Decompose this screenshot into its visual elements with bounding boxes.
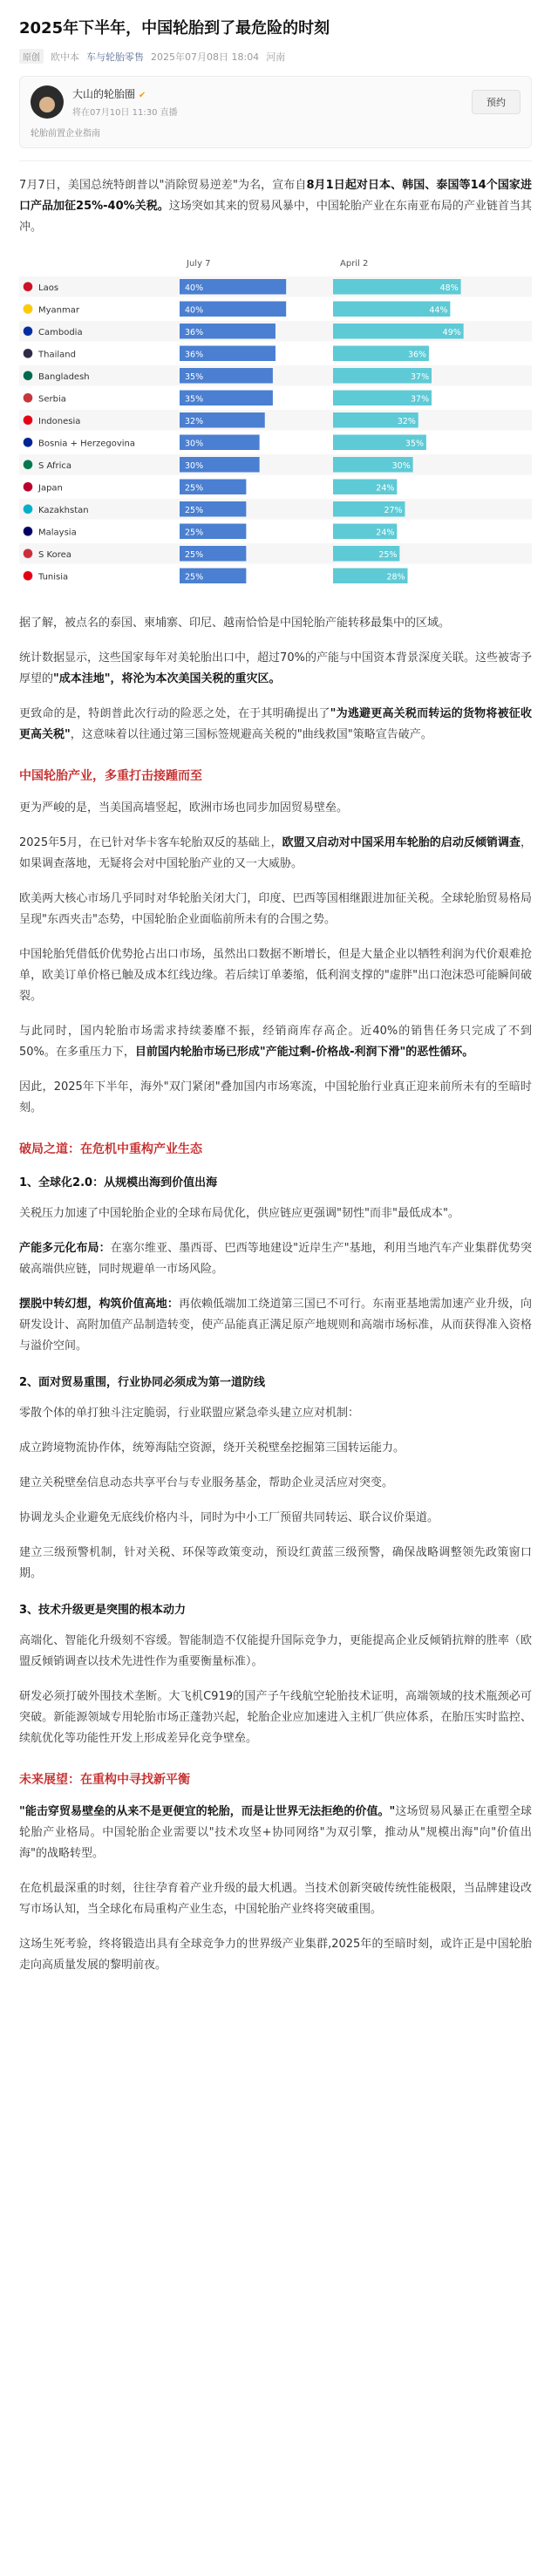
- bar-value-label: 36%: [185, 327, 204, 337]
- bar-value-label: 30%: [185, 460, 204, 471]
- chart-row-bg: [19, 477, 532, 498]
- country-label: Cambodia: [38, 327, 83, 337]
- country-label: Bosnia + Herzegovina: [38, 439, 135, 449]
- indonesia-flag-icon: [24, 415, 33, 425]
- bar-value-label: 32%: [397, 416, 416, 426]
- cambodia-flag-icon: [24, 326, 33, 336]
- bar-value-label: 35%: [185, 394, 204, 405]
- country-label: Bangladesh: [38, 371, 90, 382]
- chart-row-bg: [19, 365, 532, 386]
- legend-label-0: July 7: [187, 259, 211, 269]
- country-label: S Korea: [38, 549, 71, 560]
- paragraph-22: 在危机最深重的时刻，往往孕育着产业升级的最大机遇。当技术创新突破传统性能极限，当品牌建设改写市场认知，当全球化布局重构产业生态，中国轮胎产业终将突破重围。: [19, 1882, 532, 1916]
- bar-value-label: 35%: [405, 439, 425, 449]
- bar-value-label: 25%: [185, 572, 204, 583]
- south-korea-flag-icon: [24, 549, 33, 558]
- author-name: 欧中本: [51, 51, 79, 63]
- avatar: [31, 85, 64, 119]
- paragraph-14: 零散个体的单打独斗注定脆弱，行业联盟应紧急牵头建立应对机制：: [19, 1407, 360, 1420]
- original-tag: 原创: [19, 49, 44, 64]
- paragraph-23: 这场生死考验，终将锻造出具有全球竞争力的世界级产业集群,2025年的至暗时刻，或许正是中国轮胎走向高质量发展的黎明前夜。: [19, 1938, 532, 1972]
- paragraph-15: 成立跨境物流协作体，统筹海陆空资源，绕开关税壁垒挖掘第三国转运能力。: [19, 1441, 405, 1455]
- tariff-chart: [19, 254, 532, 596]
- paragraph-13: 摆脱中转幻想，构筑价值高地：再依赖低端加工绕道第三国已不可行。东南亚基地需加速产业升级，向研发设计、高附加值产品制造转变，使产品能真正满足原产地规则和高端市场标准，从而获得准入资格与溢价空间。: [19, 1298, 532, 1353]
- chart-row-bg: [19, 410, 532, 431]
- bar-value-label: 35%: [185, 371, 204, 382]
- paragraph-20: 研发必须打破外围技术垄断。大飞机C919的国产子午线航空轮胎技术证明，高端领域的技术瓶颈必可突破。新能源领域专用轮胎市场正蓬勃兴起，轮胎企业应加速进入主机厂供应体系，在胎压实时监控、续航优化等功能性开发上形成差异化竞争壁垒。: [19, 1690, 532, 1745]
- laos-flag-icon: [24, 282, 33, 291]
- tunisia-flag-icon: [24, 571, 33, 581]
- paragraph-3: 统计数据显示，这些国家每年对美轮胎出口中，超过70%的产能与中国资本背景深度关联。这些被寄予厚望的"成本洼地"，将沦为本次美国关税的重灾区。: [19, 651, 532, 685]
- chart-row-bg: [19, 388, 532, 409]
- country-label: Tunisia: [38, 572, 69, 583]
- country-label: Malaysia: [38, 528, 77, 538]
- paragraph-9: 与此同时，国内轮胎市场需求持续萎靡不振，经销商库存高企。近40%的销售任务只完成了不到50%。在多重压力下，目前国内轮胎市场已形成"产能过剩-价格战-利润下滑"的恶性循环。: [19, 1025, 532, 1059]
- bar-value-label: 25%: [185, 483, 204, 494]
- country-label: Kazakhstan: [38, 505, 89, 515]
- paragraph-19: 高端化、智能化升级刻不容缓。智能制造不仅能提升国际竞争力，更能提高企业反倾销抗辩的胜率（欧盟反倾销调查以技术先进性作为重要衡量标准）。: [19, 1634, 532, 1668]
- paragraph-12: 产能多元化布局：在塞尔维亚、墨西哥、巴西等地建设"近岸生产"基地，利用当地汽车产业集群优势突破高端供应链，同时规避单一市场风险。: [19, 1242, 532, 1276]
- live-card-desc: 轮胎前置企业指南: [31, 129, 100, 139]
- live-card-name: 大山的轮胎圈 ✔: [72, 88, 146, 100]
- paragraph-5: 更为严峻的是，当美国高墙竖起，欧洲市场也同步加固贸易壁垒。: [19, 801, 349, 814]
- bar-value-label: 37%: [411, 394, 430, 405]
- article-title: 2025年下半年，中国轮胎到了最危险的时刻: [19, 19, 330, 37]
- bar-value-label: 36%: [185, 350, 204, 360]
- sub-heading-1: 1、全球化2.0：从规模出海到价值出海: [19, 1176, 218, 1189]
- bosnia-flag-icon: [24, 438, 33, 447]
- live-card-time: 将在07月10日 11:30 直播: [72, 108, 178, 118]
- japan-flag-icon: [24, 482, 33, 492]
- country-label: S Africa: [38, 460, 72, 471]
- bar-value-label: 40%: [185, 305, 204, 316]
- divider: [19, 160, 532, 161]
- south-africa-flag-icon: [24, 460, 33, 469]
- country-label: Japan: [38, 483, 63, 494]
- bar-value-label: 37%: [411, 371, 430, 382]
- paragraph-11: 关税压力加速了中国轮胎企业的全球布局优化，供应链应更强调"韧性"而非"最低成本"。: [19, 1207, 459, 1220]
- country-label: Thailand: [38, 350, 76, 360]
- bar-value-label: 32%: [185, 416, 204, 426]
- country-label: Laos: [38, 283, 59, 293]
- sub-heading-3: 3、技术升级更是突围的根本动力: [19, 1604, 187, 1617]
- chart-row-bg: [19, 566, 532, 587]
- chart-row-bg: [19, 543, 532, 564]
- bar-value-label: 27%: [384, 505, 403, 515]
- legend-label-1: April 2: [340, 259, 369, 269]
- live-card[interactable]: [19, 76, 532, 148]
- paragraph-2: 据了解，被点名的泰国、柬埔寨、印尼、越南恰恰是中国轮胎产能转移最集中的区域。: [19, 617, 451, 630]
- bar-value-label: 44%: [429, 305, 448, 316]
- myanmar-flag-icon: [24, 304, 33, 314]
- bar-value-label: 28%: [386, 572, 405, 583]
- country-label: Serbia: [38, 394, 66, 405]
- section-heading-1: 中国轮胎产业，多重打击接踵而至: [19, 769, 202, 783]
- book-button[interactable]: 预约: [472, 90, 520, 114]
- paragraph-17: 协调龙头企业避免无底线价格内斗，同时为中小工厂预留共同转运、联合议价渠道。: [19, 1511, 439, 1524]
- bar-value-label: 25%: [185, 528, 204, 538]
- section-heading-3: 未来展望：在重构中寻找新平衡: [19, 1773, 190, 1787]
- article-meta: [19, 49, 532, 64]
- bar-value-label: 49%: [442, 327, 461, 337]
- paragraph-21: "能击穿贸易壁垒的从来不是更便宜的轮胎，而是让世界无法拒绝的价值。"这场贸易风暴正在重塑全球轮胎产业格局。中国轮胎企业需要以"技术攻坚+协同网络"为双引擎，推动从"规模出海"向"价值出海"的战略转型。: [19, 1805, 532, 1860]
- kazakhstan-flag-icon: [24, 504, 33, 514]
- bar-value-label: 24%: [376, 483, 395, 494]
- chart-row-bg: [19, 344, 532, 365]
- account-link[interactable]: 车与轮胎零售: [86, 51, 144, 63]
- bar-value-label: 25%: [378, 549, 398, 560]
- country-label: Indonesia: [38, 416, 81, 426]
- paragraph-16: 建立关税壁垒信息动态共享平台与专业服务基金，帮助企业灵活应对突变。: [19, 1476, 394, 1489]
- bar-value-label: 24%: [376, 528, 395, 538]
- sub-heading-2: 2、面对贸易重围，行业协同必须成为第一道防线: [19, 1376, 266, 1389]
- bar-value-label: 30%: [391, 460, 411, 471]
- chart-row-bg: [19, 521, 532, 542]
- verified-icon: ✔: [138, 91, 146, 100]
- bar-value-label: 25%: [185, 505, 204, 515]
- paragraph-18: 建立三级预警机制，针对关税、环保等政策变动，预设红黄蓝三级预警，确保战略调整领先政策窗口期。: [19, 1546, 532, 1580]
- bar-value-label: 25%: [185, 549, 204, 560]
- section-heading-2: 破局之道：在危机中重构产业生态: [19, 1142, 202, 1156]
- bar-value-label: 36%: [407, 350, 427, 360]
- paragraph-10: 因此，2025年下半年，海外"双门紧闭"叠加国内市场寒流，中国轮胎行业真正迎来前所未有的至暗时刻。: [19, 1080, 532, 1114]
- publish-location: 河南: [266, 51, 286, 63]
- bar-value-label: 30%: [185, 439, 204, 449]
- paragraph-1: 7月7日，美国总统特朗普以"消除贸易逆差"为名，宣布自8月1日起对日本、韩国、泰国等14个国家进口产品加征25%-40%关税。这场突如其来的贸易风暴中，中国轮胎产业在东南亚布局的产业链首当其冲。: [19, 179, 532, 234]
- malaysia-flag-icon: [24, 527, 33, 536]
- bangladesh-flag-icon: [24, 371, 33, 380]
- publish-date: 2025年07月08日 18:04: [151, 51, 260, 63]
- paragraph-8: 中国轮胎凭借低价优势抢占出口市场，虽然出口数据不断增长，但是大量企业以牺牲利润为代价艰难抢单，欧美订单价格已触及成本红线边缘。若后续订单萎缩，低利润支撑的"虚胖"出口泡沫恐可能瞬间破裂。: [19, 948, 532, 1003]
- thailand-flag-icon: [24, 349, 33, 358]
- bar-value-label: 48%: [439, 283, 459, 293]
- bar-value-label: 40%: [185, 283, 204, 293]
- chart-row-bg: [19, 454, 532, 475]
- country-label: Myanmar: [38, 305, 79, 316]
- paragraph-4: 更致命的是，特朗普此次行动的险恶之处，在于其明确提出了"为逃避更高关税而转运的货物将被征收更高关税"，这意味着以往通过第三国标签规避高关税的"曲线救国"策略宣告破产。: [19, 707, 532, 741]
- chart-row-bg: [19, 499, 532, 520]
- paragraph-7: 欧美两大核心市场几乎同时对华轮胎关闭大门，印度、巴西等国相继跟进加征关税。全球轮胎贸易格局呈现"东西夹击"态势，中国轮胎企业面临前所未有的合围之势。: [19, 892, 532, 926]
- serbia-flag-icon: [24, 393, 33, 403]
- paragraph-6: 2025年5月，在已针对华卡客车轮胎双反的基础上，欧盟又启动对中国采用车轮胎的启动反倾销调查，如果调查落地，无疑将会对中国轮胎产业的又一大威胁。: [19, 836, 532, 870]
